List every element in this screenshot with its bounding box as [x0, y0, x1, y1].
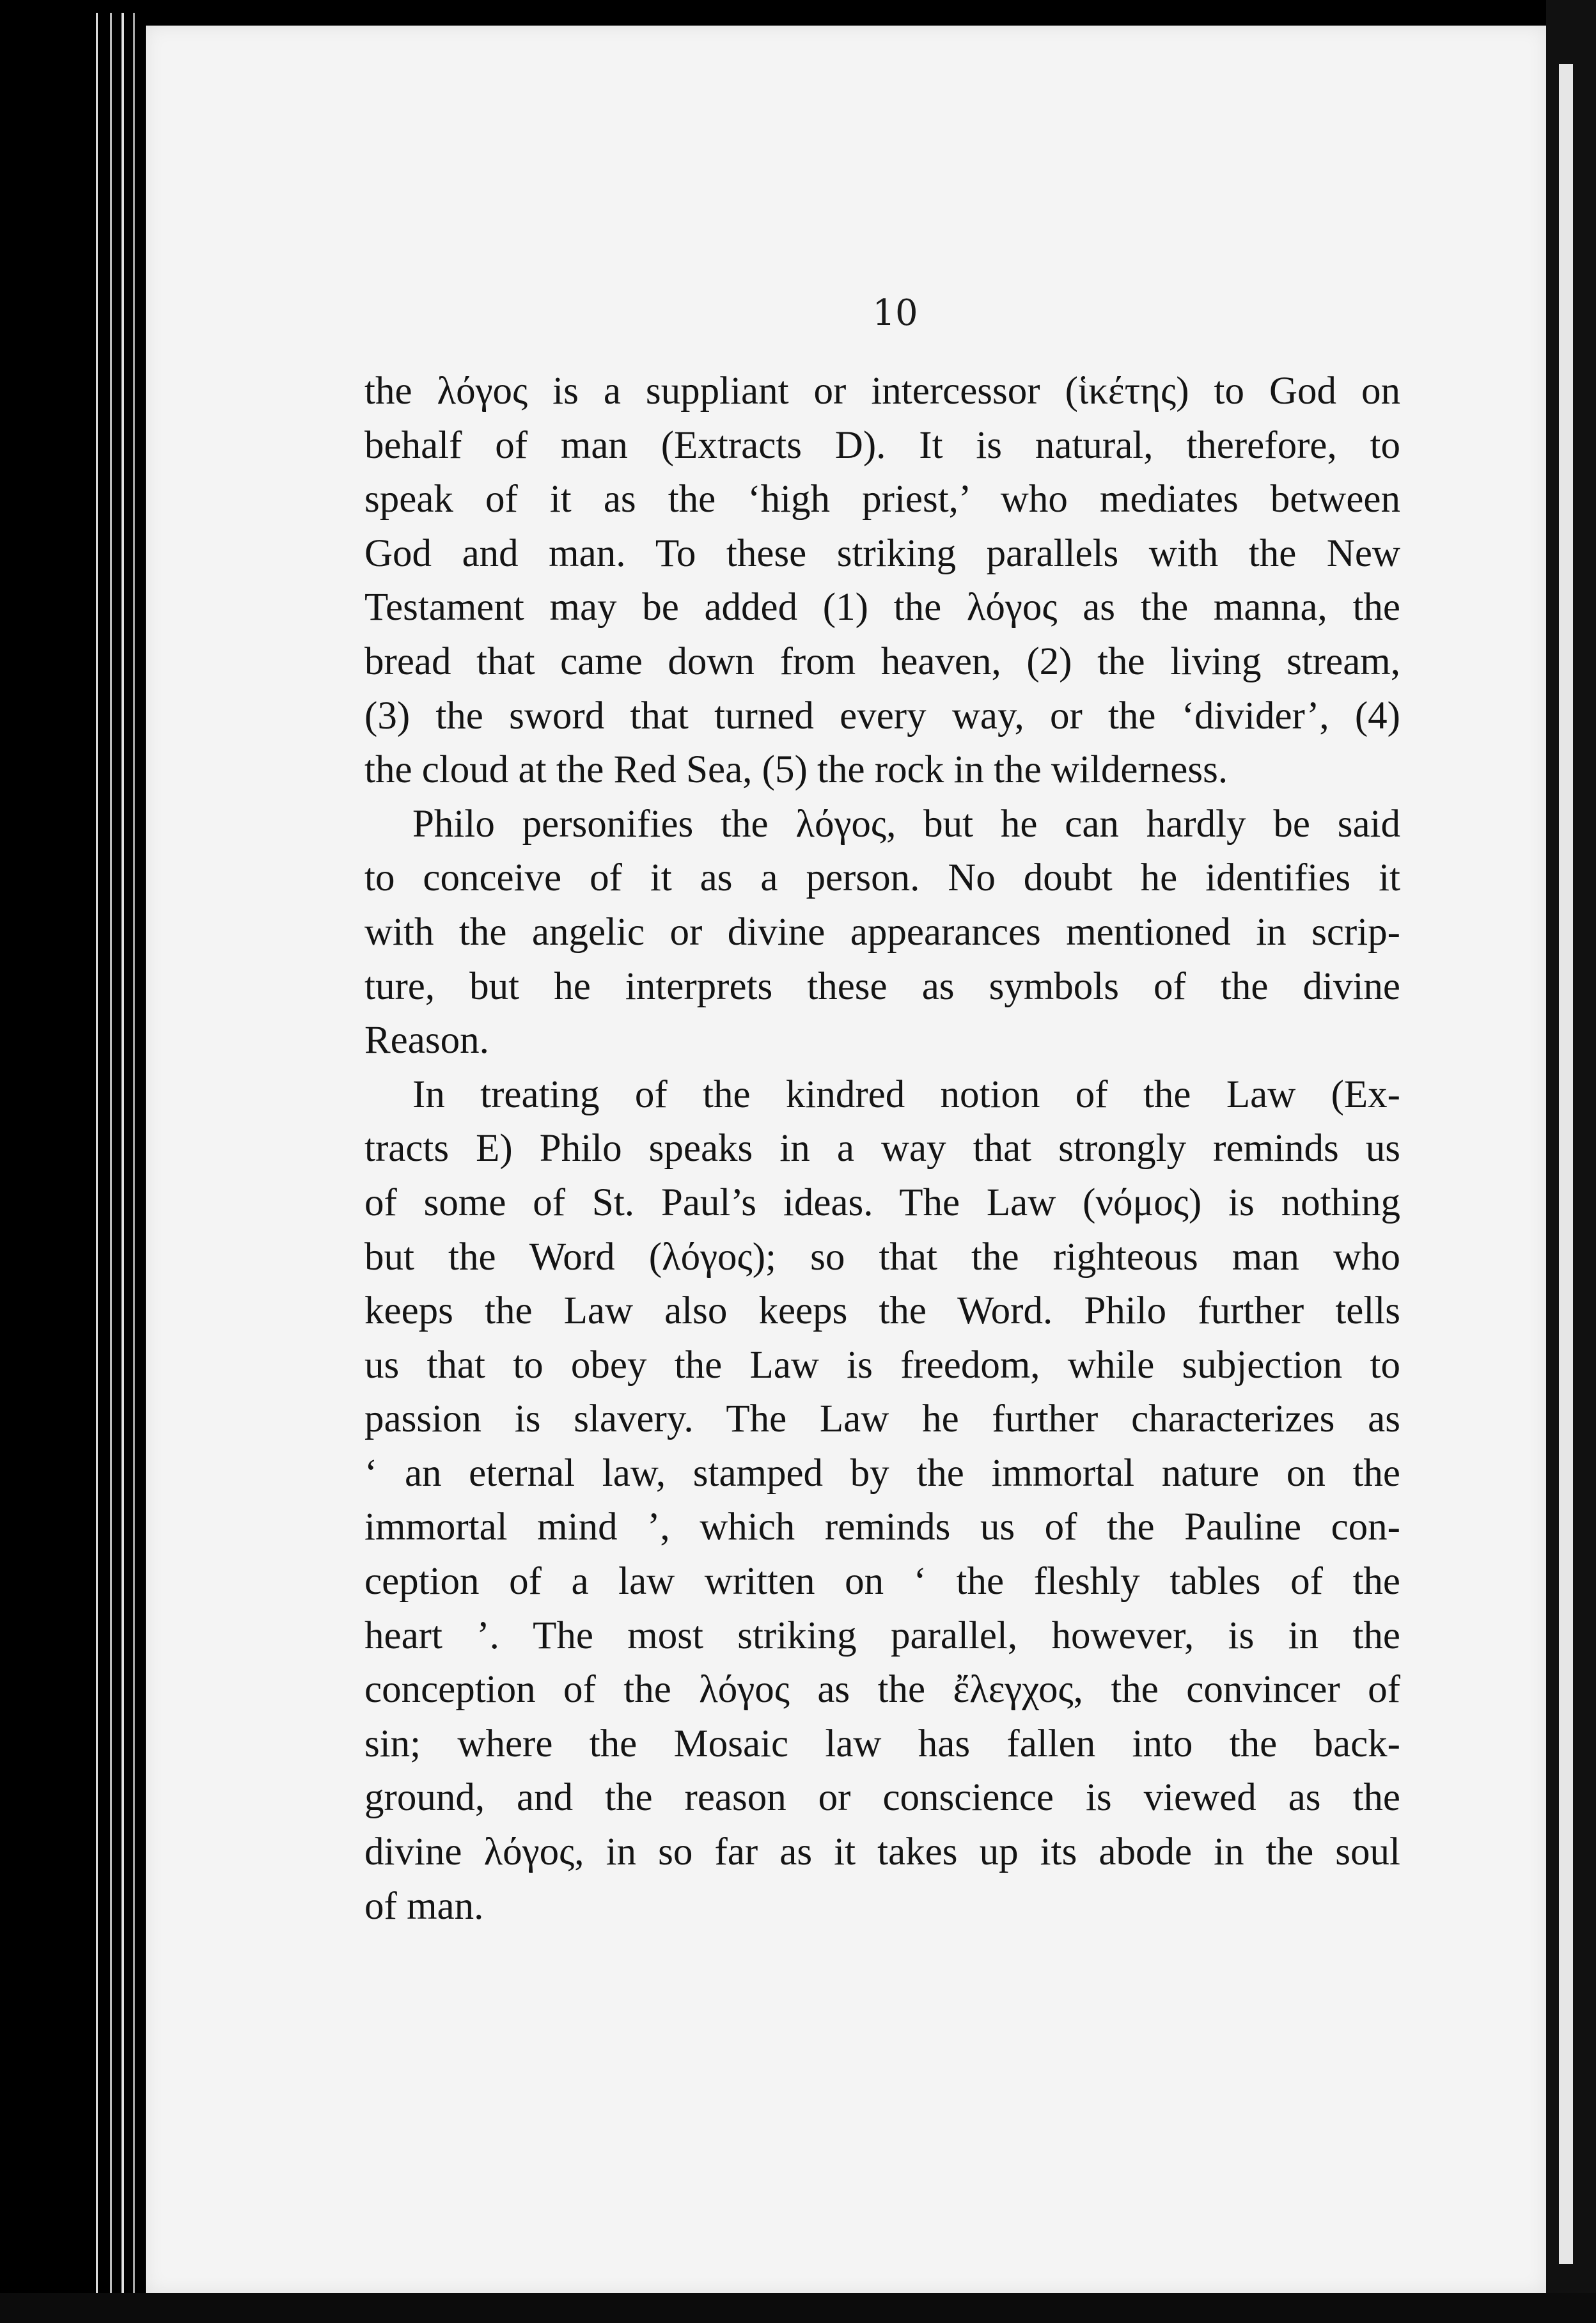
- text-line: In treating of the kindred notion of the Law (Ex-: [412, 1073, 1400, 1116]
- text-line: to conceive of it as a person. No doubt he identifies it: [364, 856, 1400, 900]
- page-edge: [96, 13, 98, 2310]
- text-line: Philo personifies the λόγος, but he can hardly be said: [412, 802, 1400, 846]
- text-line: with the angelic or divine appearances mentioned in scrip-: [364, 910, 1400, 954]
- text-line: behalf of man (Extracts D). It is natural, therefore, to: [364, 423, 1400, 467]
- text-line: Testament may be added (1) the λόγος as the manna, the: [364, 586, 1400, 629]
- text-line: bread that came down from heaven, (2) the living stream,: [364, 640, 1400, 683]
- text-line: passion is slavery. The Law he further characterizes as: [364, 1398, 1400, 1441]
- text-line: Reason.: [364, 1019, 489, 1062]
- text-line: but the Word (λόγος); so that the righteous man who: [364, 1235, 1400, 1279]
- page-number: 10: [872, 292, 918, 334]
- paragraph-3: [364, 1068, 1400, 1934]
- text-line: keeps the Law also keeps the Word. Philo further tells: [364, 1289, 1400, 1333]
- bottom-scan-border: [0, 2293, 1596, 2323]
- text-line: (3) the sword that turned every way, or the ‘divider’, (4): [364, 694, 1400, 737]
- text-line: of man.: [364, 1884, 484, 1928]
- text-line: ‘ an eternal law, stamped by the immortal nature on the: [364, 1451, 1400, 1495]
- body-text: [364, 365, 1400, 1933]
- text-line: of some of St. Paul’s ideas. The Law (νόμος) is nothing: [364, 1181, 1400, 1224]
- text-line: us that to obey the Law is freedom, while subjection to: [364, 1343, 1400, 1387]
- text-line: divine λόγος, in so far as it takes up its abode in the soul: [364, 1831, 1400, 1874]
- page-edge: [121, 13, 124, 2310]
- text-line: sin; where the Mosaic law has fallen into the back-: [364, 1722, 1400, 1765]
- text-line: conception of the λόγος as the ἔλεγχος, the convincer of: [364, 1668, 1400, 1712]
- right-page-edge: [1559, 64, 1573, 2264]
- paragraph-2: [364, 798, 1400, 1068]
- text-line: speak of it as the ‘high priest,’ who mediates between: [364, 478, 1400, 521]
- paragraph-1: [364, 365, 1400, 798]
- page-edge: [110, 13, 112, 2310]
- text-line: immortal mind ’, which reminds us of the Pauline con-: [364, 1506, 1400, 1549]
- text-line: ground, and the reason or conscience is viewed as the: [364, 1776, 1400, 1820]
- text-line: the cloud at the Red Sea, (5) the rock in the wilderness.: [364, 748, 1228, 792]
- text-line: ture, but he interprets these as symbols of the divine: [364, 965, 1400, 1008]
- text-line: the λόγος is a suppliant or intercessor (ἱκέτης) to God on: [364, 370, 1400, 413]
- page-edge: [133, 13, 135, 2310]
- text-line: heart ’. The most striking parallel, however, is in the: [364, 1614, 1400, 1657]
- text-line: God and man. To these striking parallels with the New: [364, 532, 1400, 575]
- text-line: ception of a law written on ‘ the fleshly tables of the: [364, 1560, 1400, 1603]
- text-line: tracts E) Philo speaks in a way that strongly reminds us: [364, 1127, 1400, 1170]
